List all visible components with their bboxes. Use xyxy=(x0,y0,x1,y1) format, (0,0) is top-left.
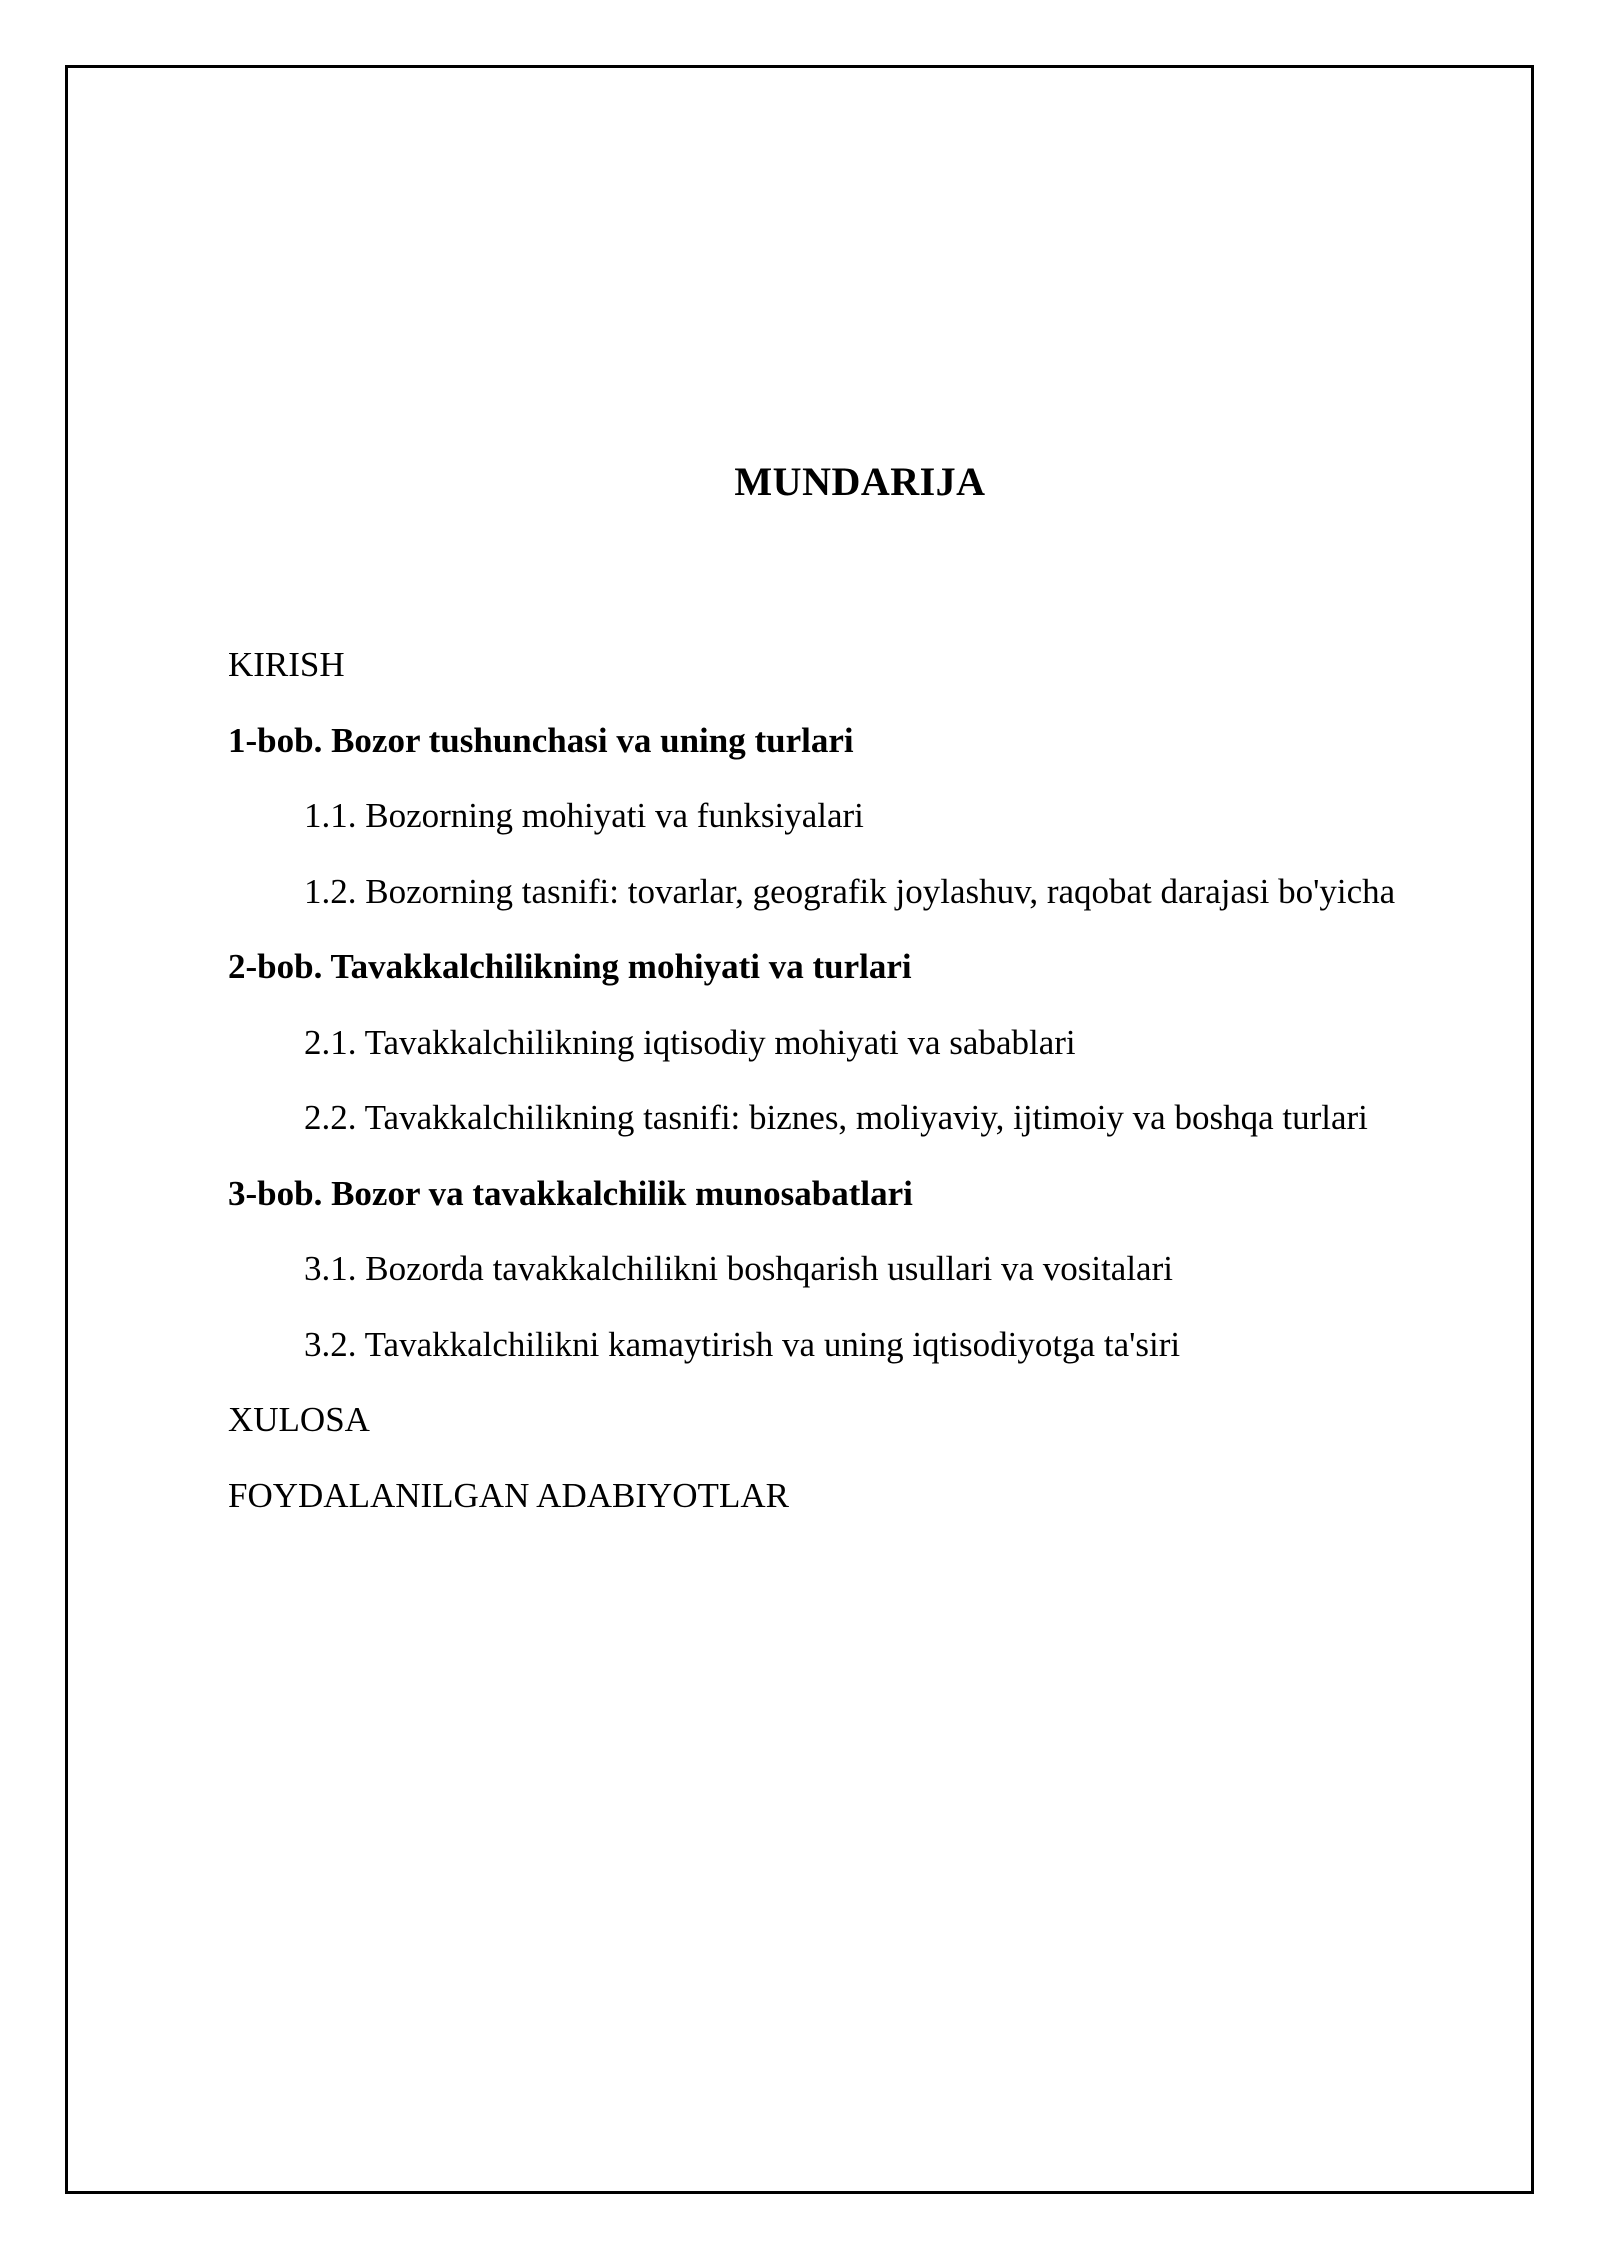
toc-section-3-1: 3.1. Bozorda tavakkalchilikni boshqarish usullari va vositalari xyxy=(304,1249,1173,1288)
toc-section-3-2: 3.2. Tavakkalchilikni kamaytirish va uning iqtisodiyotga ta'siri xyxy=(304,1324,1181,1364)
toc-entry-references: FOYDALANILGAN ADABIYOTLAR xyxy=(228,1475,789,1515)
toc-chapter-1: 1-bob. Bozor tushunchasi va uning turlari xyxy=(228,720,854,760)
toc-chapter-2: 2-bob. Tavakkalchilikning mohiyati va turlari xyxy=(228,947,912,986)
toc-entry-conclusion: XULOSA xyxy=(228,1400,370,1439)
toc-section-1-1: 1.1. Bozorning mohiyati va funksiyalari xyxy=(304,796,864,835)
toc-section-1-2: 1.2. Bozorning tasnifi: tovarlar, geografik joylashuv, raqobat darajasi bo'yicha xyxy=(304,871,1396,911)
toc-chapter-3: 3-bob. Bozor va tavakkalchilik munosabatlari xyxy=(228,1173,913,1213)
toc-section-2-1: 2.1. Tavakkalchilikning iqtisodiy mohiyati va sabablari xyxy=(304,1022,1076,1062)
table-of-contents xyxy=(228,640,1528,1546)
page-title: MUNDARIJA xyxy=(734,459,986,504)
toc-entry-introduction: KIRISH xyxy=(228,645,345,684)
toc-section-2-2: 2.2. Tavakkalchilikning tasnifi: biznes, moliyaviy, ijtimoiy va boshqa turlari xyxy=(304,1098,1368,1137)
